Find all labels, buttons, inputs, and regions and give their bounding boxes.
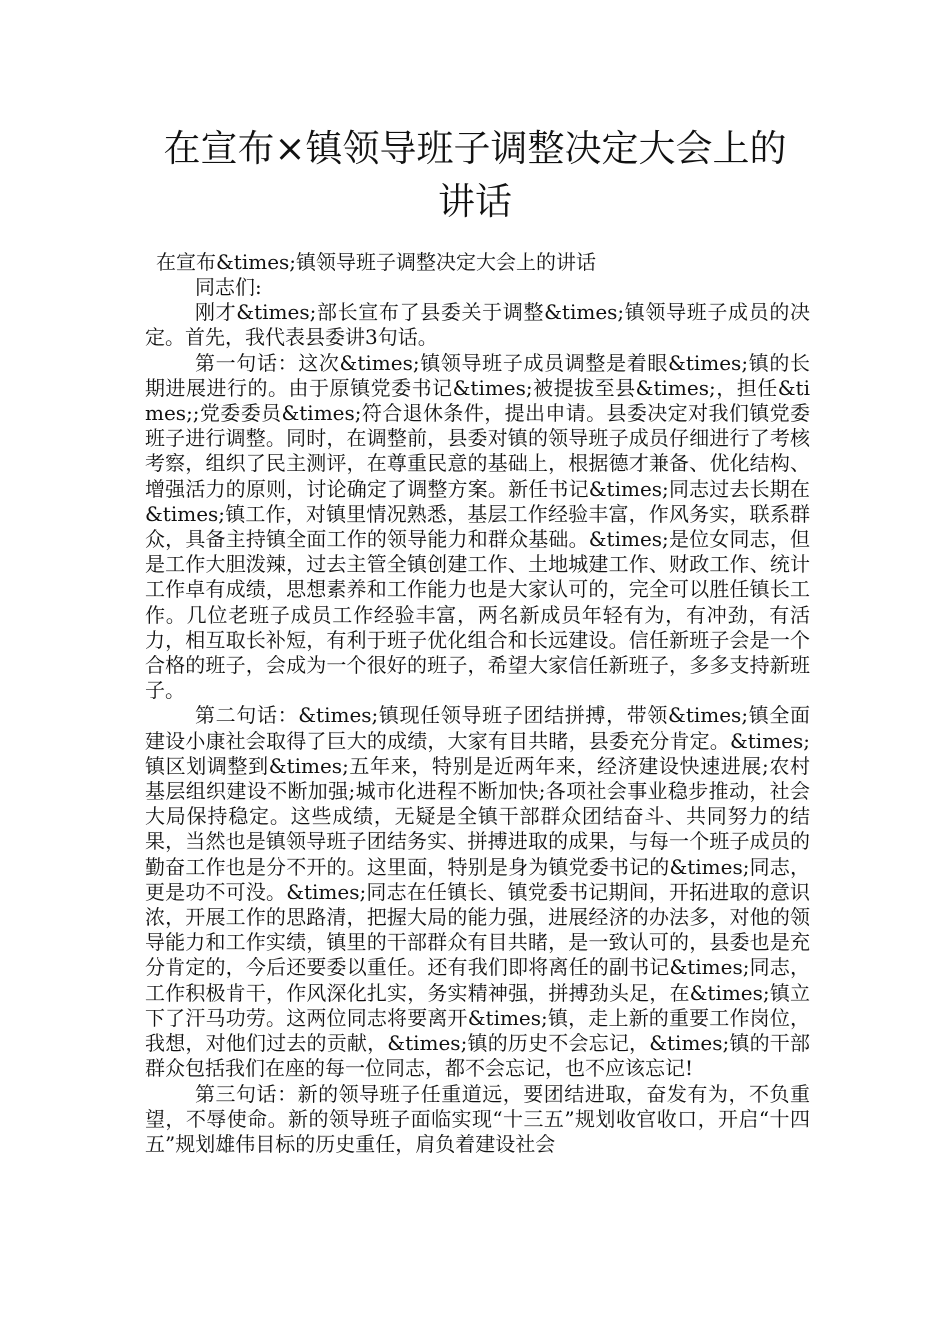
document-body xyxy=(145,275,810,1157)
opening-paragraph: 刚才&times;部长宣布了县委关于调整&times;镇领导班子成员的决定。首先，我代表县委讲3句话。 xyxy=(145,300,810,350)
salutation-paragraph: 同志们: xyxy=(195,275,262,299)
document-subtitle: 在宣布&times;镇领导班子调整决定大会上的讲话 xyxy=(156,250,597,274)
point-three-paragraph: 第三句话：新的领导班子任重道远，要团结进取，奋发有为，不负重望，不辱使命。新的领导班子面临实现“十三五”规划收官收口，开启“十四五”规划雄伟目标的历史重任，肩负着建设社会 xyxy=(145,1081,810,1156)
document-title: 在宣布×镇领导班子调整决定大会上的讲话 xyxy=(163,127,787,223)
point-one-paragraph: 第一句话：这次&times;镇领导班子成员调整是着眼&times;镇的长期进展进行的。由于原镇党委书记&times;被提拔至县&times;，担任&times;;党委委员&times;符合退休条件，提出申请。县委决定对我们镇党委班子进行调整。同时，在调整前，县委对镇的领导班子成员仔细进行了考核考察，组织了民主测评，在尊重民意的基础上，根据德才兼备、优化结构、增强活力的原则，讨论确定了调整方案。新任书记&times;同志过去长期在&times;镇工作，对镇里情况熟悉，基层工作经验丰富，作风务实，联系群众，具备主持镇全面工作的领导能力和群众基础。&times;是位女同志，但是工作大胆泼辣，过去主管全镇创建工作、土地城建工作、财政工作、统计工作卓有成绩，思想素养和工作能力也是大家认可的，完全可以胜任镇长工作。几位老班子成员工作经验丰富，两名新成员年轻有为，有冲劲，有活力，相互取长补短，有利于班子优化组合和长远建设。信任新班子会是一个合格的班子，会成为一个很好的班子，希望大家信任新班子，多多支持新班子。 xyxy=(145,350,810,703)
point-two-paragraph: 第二句话：&times;镇现任领导班子团结拼搏，带领&times;镇全面建设小康社会取得了巨大的成绩，大家有目共睹，县委充分肯定。&times;镇区划调整到&times;五年来，特别是近两年来，经济建设快速进展;农村基层组织建设不断加强;城市化进程不断加快;各项社会事业稳步推动，社会大局保持稳定。这些成绩，无疑是全镇干部群众团结奋斗、共同努力的结果，当然也是镇领导班子团结务实、拼搏进取的成果，与每一个班子成员的勤奋工作也是分不开的。这里面，特别是身为镇党委书记的&times;同志，更是功不可没。&times;同志在任镇长、镇党委书记期间，开拓进取的意识浓，开展工作的思路清，把握大局的能力强，进展经济的办法多，对他的领导能力和工作实绩，镇里的干部群众有目共睹，是一致认可的，县委也是充分肯定的，今后还要委以重任。还有我们即将离任的副书记&times;同志，工作积极肯干，作风深化扎实，务实精神强，拼搏劲头足，在&times;镇立下了汗马功劳。这两位同志将要离开&times;镇，走上新的重要工作岗位，我想，对他们过去的贡献，&times;镇的历史不会忘记，&times;镇的干部群众包括我们在座的每一位同志，都不会忘记，也不应该忘记! xyxy=(145,703,810,1081)
